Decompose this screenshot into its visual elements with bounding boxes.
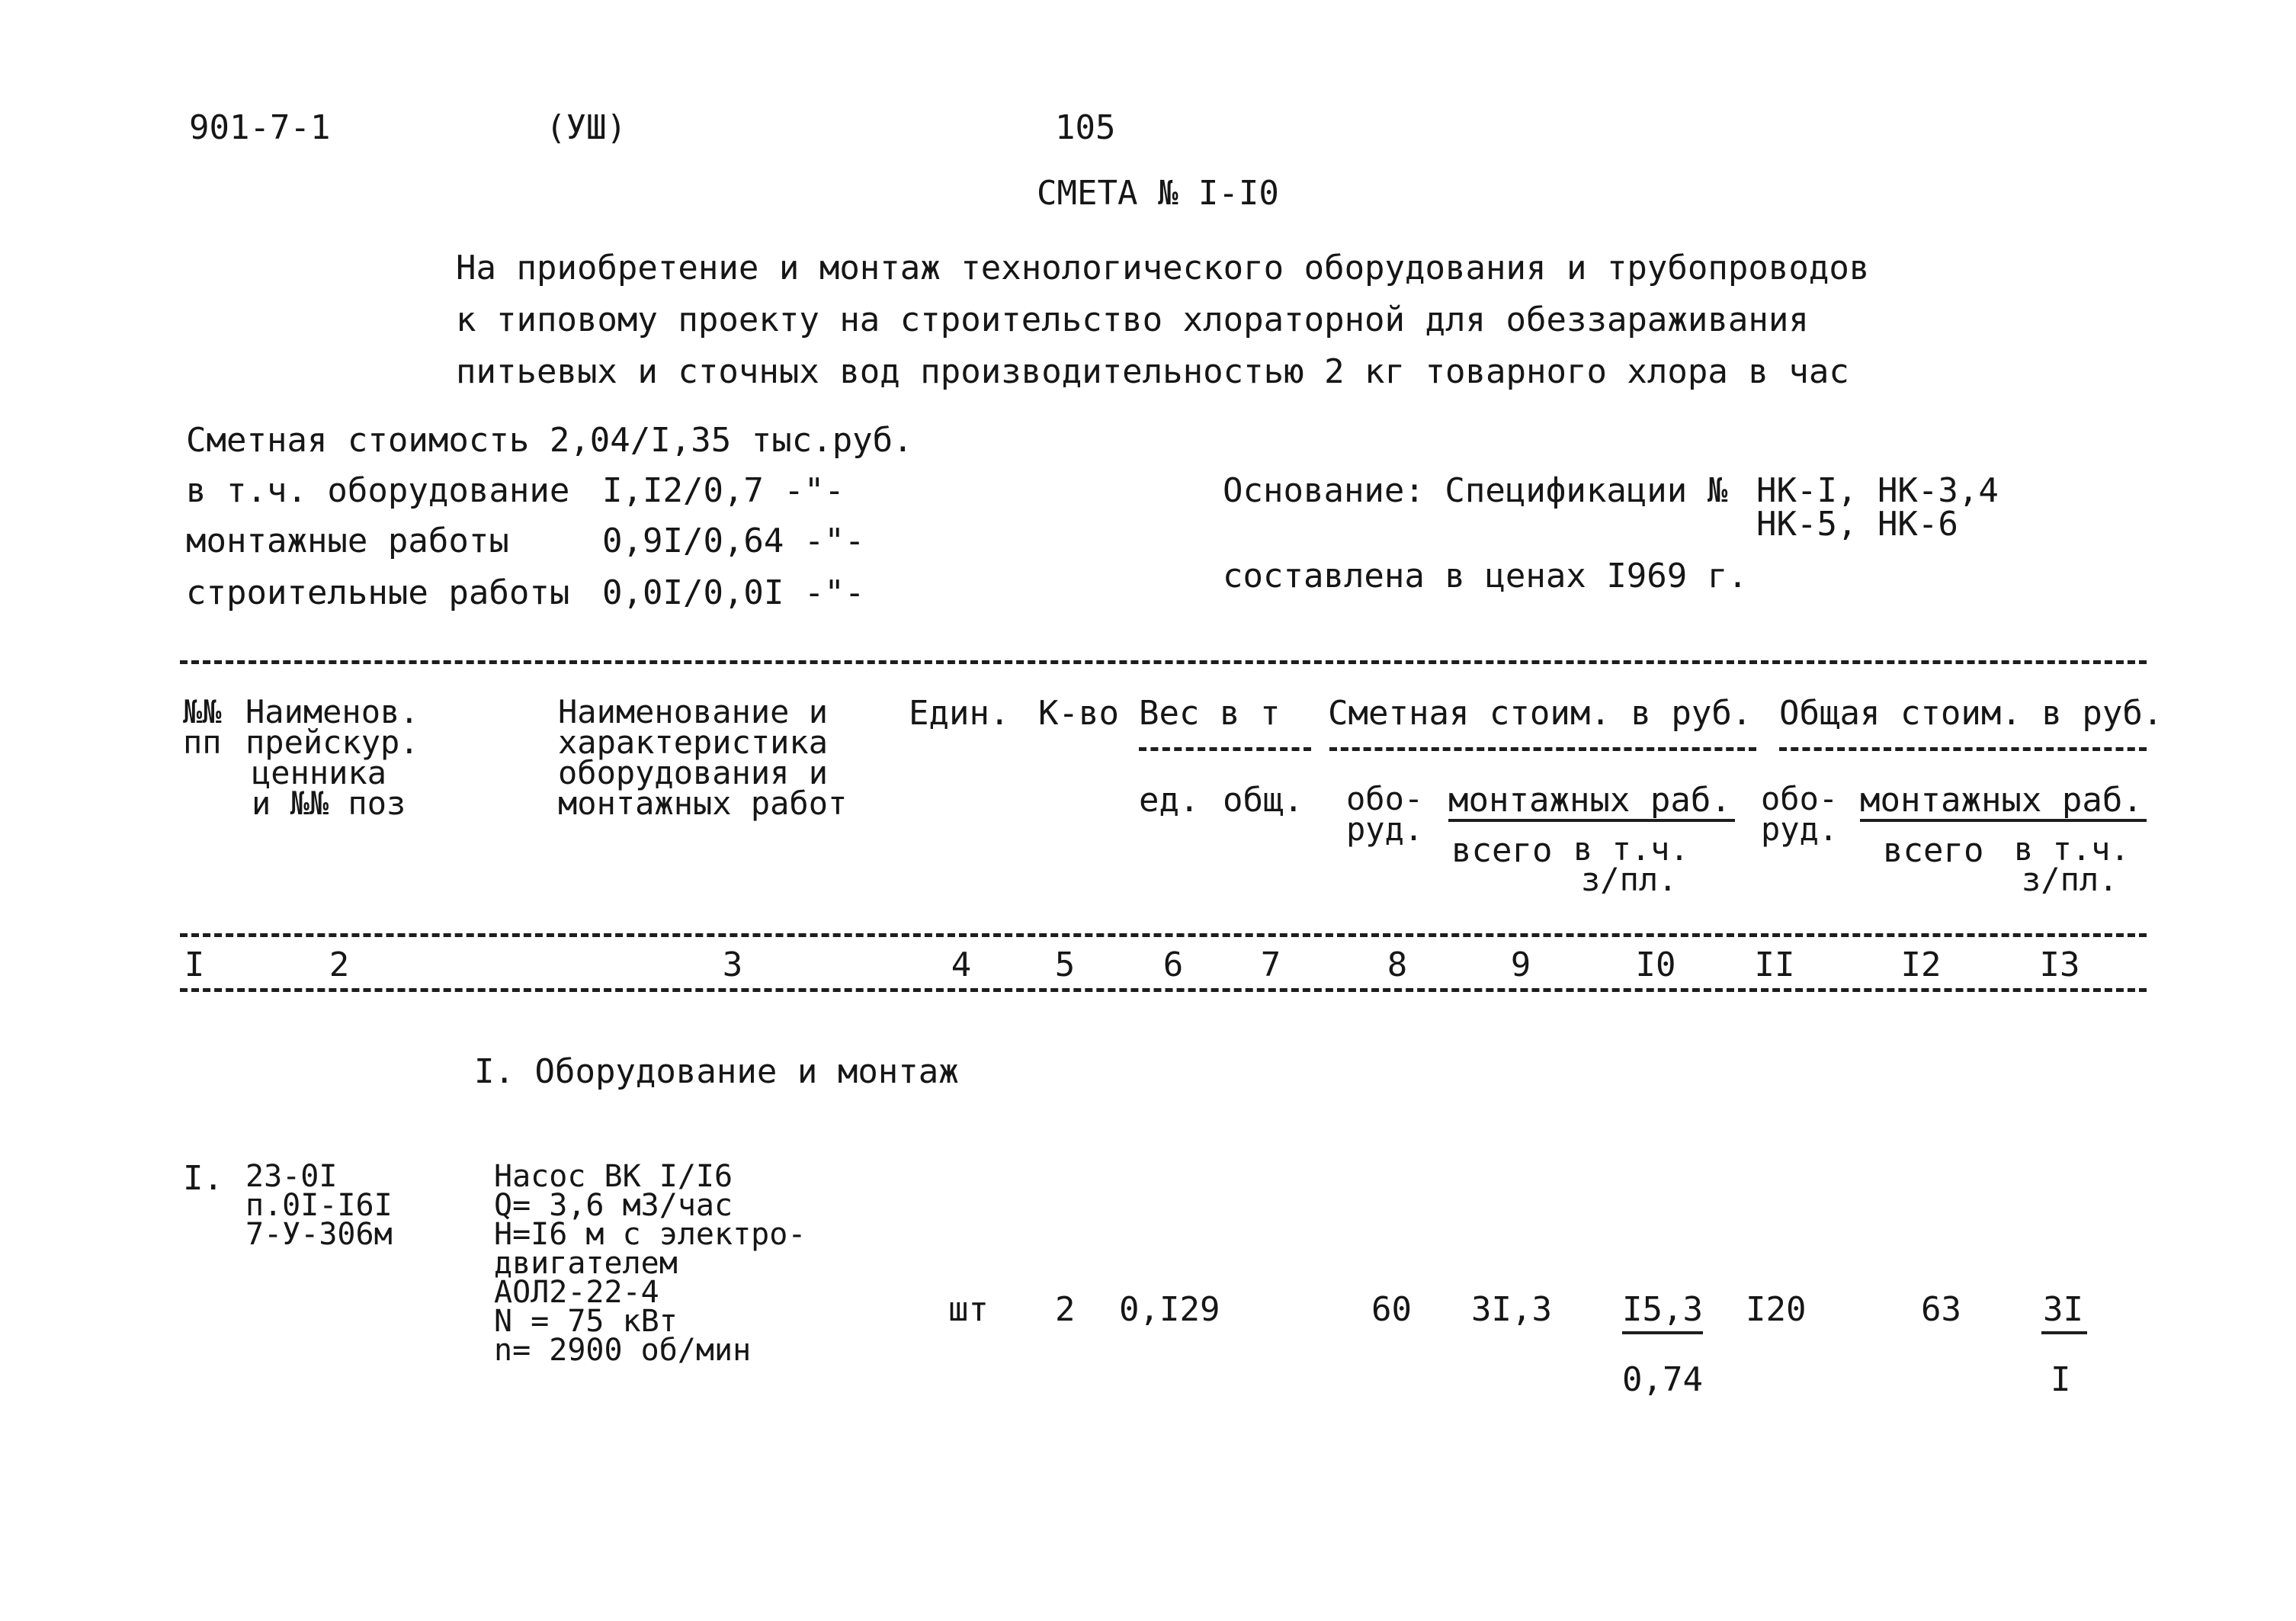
header-install-incl-wage: в т.ч. з/пл. [1573, 830, 1689, 898]
subtitle-line-2: к типовому проекту на строительство хлораторной для обеззараживания [456, 300, 1809, 339]
header-unit: Един. [909, 694, 1010, 733]
header-total-installation: монтажных раб. [1860, 781, 2143, 820]
row-total-wage-underline [2041, 1331, 2087, 1334]
column-number-6: 6 [1162, 945, 1184, 984]
price-basis: составлена в ценах I969 г. [1223, 557, 1748, 595]
construction-value: 0,0I/0,0I -"- [602, 573, 865, 612]
row-total-equipment: I20 [1746, 1290, 1807, 1329]
estimated-cost-divider [1329, 747, 1756, 751]
column-number-12: I2 [1900, 945, 1942, 984]
row-weight-unit: 0,I29 [1119, 1290, 1220, 1329]
estimate-title: СМЕТА № I-I0 [1037, 174, 1279, 213]
row-number: I. [183, 1159, 223, 1198]
total-installation-underline [1860, 819, 2147, 822]
row-installation-wage: I5,3 [1622, 1290, 1703, 1329]
page-number: 105 [1055, 108, 1116, 147]
header-quantity: К-во [1038, 694, 1119, 733]
column-number-4: 4 [951, 945, 972, 984]
column-numbers-bottom-border [180, 988, 2147, 992]
header-total-all: всего [1883, 831, 1984, 870]
column-number-13: I3 [2039, 945, 2080, 984]
header-price-list: Наименов. прейскур. ценника и №№ поз [245, 693, 419, 822]
basis-label: Основание: Спецификации № [1223, 471, 1728, 510]
subtitle-line-1: На приобретение и монтаж технологического оборудования и трубопроводов [456, 249, 1870, 287]
column-number-1: I [184, 945, 205, 984]
table-top-border [180, 660, 2147, 664]
installation-label: монтажные работы [186, 522, 509, 560]
row-equipment-cost: 60 [1371, 1290, 1412, 1329]
column-number-3: 3 [722, 945, 743, 984]
column-number-5: 5 [1054, 945, 1076, 984]
header-description: Наименование и характеристика оборудования и монтажных работ [558, 693, 848, 822]
column-number-7: 7 [1260, 945, 1281, 984]
column-number-8: 8 [1387, 945, 1408, 984]
subtitle-line-3: питьевых и сточных вод производительностью 2 кг товарного хлора в час [456, 352, 1849, 391]
row-installation-total: 3I,3 [1471, 1290, 1552, 1329]
column-number-11: II [1754, 945, 1795, 984]
row-quantity: 2 [1055, 1290, 1076, 1329]
total-cost-divider [1779, 747, 2147, 751]
basis-specs-line-2: НК-5, НК-6 [1756, 505, 1958, 544]
column-numbers-top-border [180, 933, 2147, 937]
column-number-9: 9 [1510, 945, 1531, 984]
row-unit: шт [948, 1290, 989, 1329]
installation-underline [1448, 819, 1735, 822]
header-row-number: №№ пп [183, 693, 222, 761]
construction-label: строительные работы [186, 573, 570, 612]
basis-specs-line-1: НК-I, НК-3,4 [1756, 471, 1999, 510]
header-installation-works: монтажных раб. [1448, 781, 1731, 820]
row-total-installation: 63 [1921, 1290, 1961, 1329]
row-total-wage: 3I [2043, 1290, 2083, 1329]
equipment-label: в т.ч. оборудование [186, 471, 570, 510]
header-total-equipment: обо- руд. [1761, 780, 1839, 848]
header-weight-total: общ. [1223, 781, 1304, 820]
header-estimated-cost: Сметная стоим. в руб. [1328, 694, 1752, 733]
header-install-all: всего [1451, 831, 1553, 870]
header-weight-unit: ед. [1139, 781, 1200, 820]
row-price-reference: 23-0I п.0I-I6I 7-У-306м [245, 1159, 393, 1252]
installation-value: 0,9I/0,64 -"- [602, 522, 865, 560]
doc-code: 901-7-1 [189, 108, 331, 147]
row-installation-wage-underline [1622, 1331, 1703, 1334]
column-number-10: I0 [1635, 945, 1676, 984]
header-total-incl-wage: в т.ч. з/пл. [2014, 830, 2130, 898]
row-installation-wage-sub: 0,74 [1622, 1360, 1703, 1399]
header-weight: Вес в т [1139, 694, 1281, 733]
cost-summary-total: Сметная стоимость 2,04/I,35 тыс.руб. [186, 421, 913, 460]
section-title: I. Оборудование и монтаж [474, 1052, 959, 1091]
header-equipment-cost: обо- руд. [1346, 780, 1424, 848]
weight-header-divider [1139, 747, 1311, 751]
volume-number: (УШ) [546, 108, 627, 147]
equipment-value: I,I2/0,7 -"- [602, 471, 845, 510]
header-total-cost: Общая стоим. в руб. [1779, 694, 2163, 733]
row-description: Насос ВК I/I6 Q= 3,6 м3/час H=I6 м с электро- двигателем АОЛ2-22-4 N = 75 кВт n= 2900 об/мин [494, 1159, 806, 1368]
column-number-2: 2 [329, 945, 350, 984]
row-total-wage-sub: I [2051, 1360, 2071, 1399]
